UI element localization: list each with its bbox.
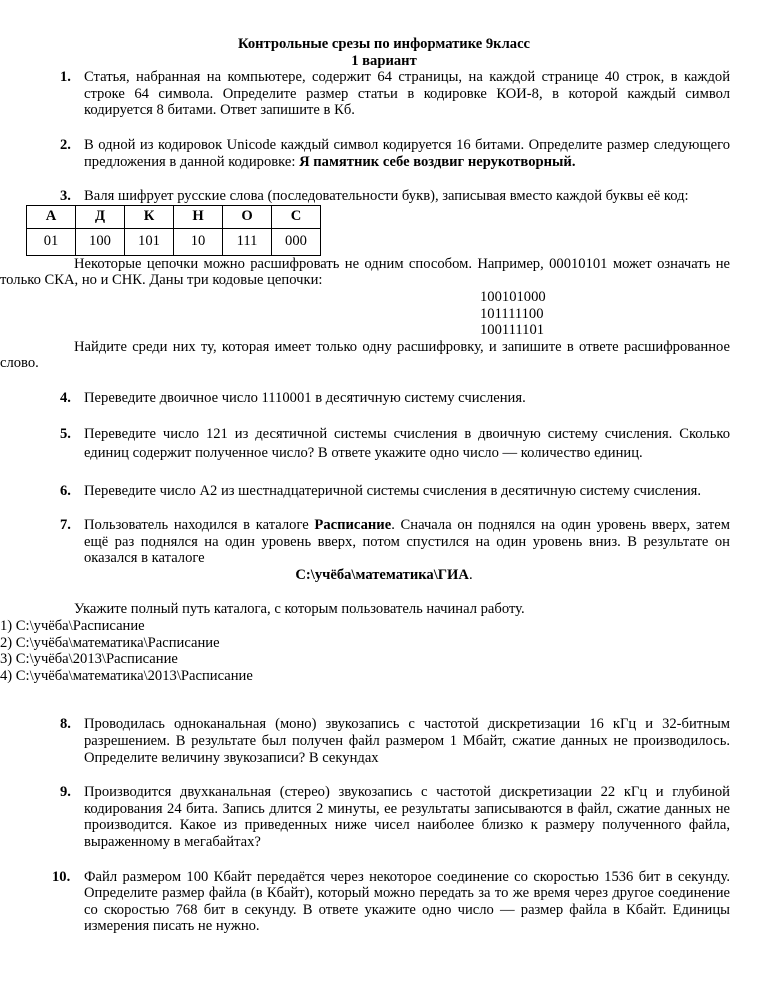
question-number: 7. xyxy=(60,517,71,534)
code-table-cell: Д xyxy=(76,205,125,228)
answer-option: 3) С:\учёба\2013\Расписание xyxy=(0,651,178,668)
question-text: Файл размером 100 Кбайт передаётся через некоторое соединение со скоростью 1536 бит в секунду. Определите размер файла (в Кбайт), который можно передать за то же время через другое соединение со скоростью 768 бит в секунду. В ответе укажите одно число — размер файла в Кбайт. Единицы измерения писать не нужно. xyxy=(84,868,730,935)
code-table-cell: 101 xyxy=(125,228,174,255)
code-table-cell: 01 xyxy=(27,228,76,255)
question-text: Пользователь находился в каталоге xyxy=(84,517,315,534)
code-chain: 100111101 xyxy=(480,322,545,339)
answer-option: 4) С:\учёба\математика\2013\Расписание xyxy=(0,667,253,684)
question-text: . Сначала он поднялся на один уровень вверх, затем ещё раз поднялся на один уровень вверх, потом спустился на один уровень вниз. В результате он оказался в каталоге xyxy=(84,517,730,567)
code-table-cell: 111 xyxy=(223,228,272,255)
question-number: 5. xyxy=(60,425,71,442)
code-table-cell: 100 xyxy=(76,228,125,255)
question-7-prompt: Укажите полный путь каталога, с которым пользователь начинал работу. xyxy=(74,601,525,618)
code-table-cell: 10 xyxy=(174,228,223,255)
answer-option: 2) С:\учёба\математика\Расписание xyxy=(0,634,220,651)
code-chain: 101111100 xyxy=(480,305,544,322)
question-number: 8. xyxy=(60,716,71,733)
question-number: 1. xyxy=(60,69,71,86)
question-number: 10. xyxy=(52,868,71,885)
question-5 xyxy=(0,425,768,463)
code-table-cell: Н xyxy=(174,205,223,228)
question-3 xyxy=(0,188,768,205)
question-1 xyxy=(0,69,768,119)
question-number: 4. xyxy=(60,389,71,406)
code-table xyxy=(26,205,321,256)
code-chain: 100101000 xyxy=(480,288,546,305)
question-text: В одной из кодировок Unicode каждый символ кодируется 16 битами. Определите размер следующего предложения в данной кодировке: xyxy=(84,136,730,170)
question-number: 3. xyxy=(60,188,71,205)
question-text: Переведите двоичное число 1110001 в десятичную систему счисления. xyxy=(84,389,526,406)
code-table-letters-row xyxy=(27,205,321,228)
code-table-codes-row xyxy=(27,228,321,255)
question-7 xyxy=(0,517,768,567)
answer-options xyxy=(0,618,768,684)
question-9 xyxy=(0,784,768,850)
question-number: 2. xyxy=(60,136,71,153)
question-4 xyxy=(0,390,768,407)
question-6 xyxy=(0,483,768,500)
answer-option: 1) С:\учёба\Расписание xyxy=(0,618,145,635)
question-10 xyxy=(0,869,768,935)
question-text: Производится двухканальная (стерео) звукозапись с частотой дискретизации 22 кГц и глубиной кодирования 24 бита. Запись длится 2 минуты, ее результаты записываются в файл, сжатие данных не производится. Какое из приведенных ниже чисел наиболее близко к размеру полученного файла, выраженному в мегабайтах? xyxy=(84,784,730,850)
question-text: Проводилась одноканальная (моно) звукозапись с частотой дискретизации 16 кГц и 32-битным разрешением. В результате был получен файл размером 1 Мбайт, сжатие данных не производилось. Определите величину звукозаписи? В секундах xyxy=(84,716,730,766)
question-text: Переведите число 121 из десятичной системы счисления в двоичную систему счисления. Сколько единиц содержит полученное число? В ответе укажите одно число — количество единиц. xyxy=(84,425,730,461)
question-8 xyxy=(0,716,768,766)
question-number: 6. xyxy=(60,482,71,499)
directory-name: Расписание xyxy=(314,517,392,534)
question-text: Статья, набранная на компьютере, содержит 64 страницы, на каждой странице 40 строк, в каждой строке 64 символа. Определите размер статьи в кодировке КОИ-8, в которой каждый символ кодируется 8 битами. Ответ запишите в Кб. xyxy=(84,69,730,119)
code-table-cell: 000 xyxy=(272,228,321,255)
code-table-cell: С xyxy=(272,205,321,228)
question-3-paragraph: Некоторые цепочки можно расшифровать не одним способом. Например, 00010101 может означать не только СКА, но и СНК. Даны три кодовые цепочки: xyxy=(0,255,730,289)
variant-label: 1 вариант xyxy=(351,52,417,69)
target-directory-path: С:\учёба\математика\ГИА. xyxy=(295,566,473,583)
code-chains xyxy=(0,289,768,339)
question-3-paragraph: Найдите среди них ту, которая имеет только одну расшифровку, и запишите в ответе расшифрованное слово. xyxy=(0,338,730,372)
document-page xyxy=(0,36,768,935)
question-text: Валя шифрует русские слова (последовательности букв), записывая вместо каждой буквы её код: xyxy=(84,188,689,205)
question-number: 9. xyxy=(60,784,71,801)
question-bold-sentence: Я памятник себе воздвиг нерукотворный. xyxy=(299,153,576,170)
question-2 xyxy=(0,137,768,170)
question-text: Переведите число A2 из шестнадцатеричной системы счисления в десятичную систему счисления. xyxy=(84,482,701,499)
code-table-cell: К xyxy=(125,205,174,228)
code-table-cell: О xyxy=(223,205,272,228)
code-table-cell: А xyxy=(27,205,76,228)
document-title: Контрольные срезы по информатике 9класс xyxy=(237,36,531,52)
